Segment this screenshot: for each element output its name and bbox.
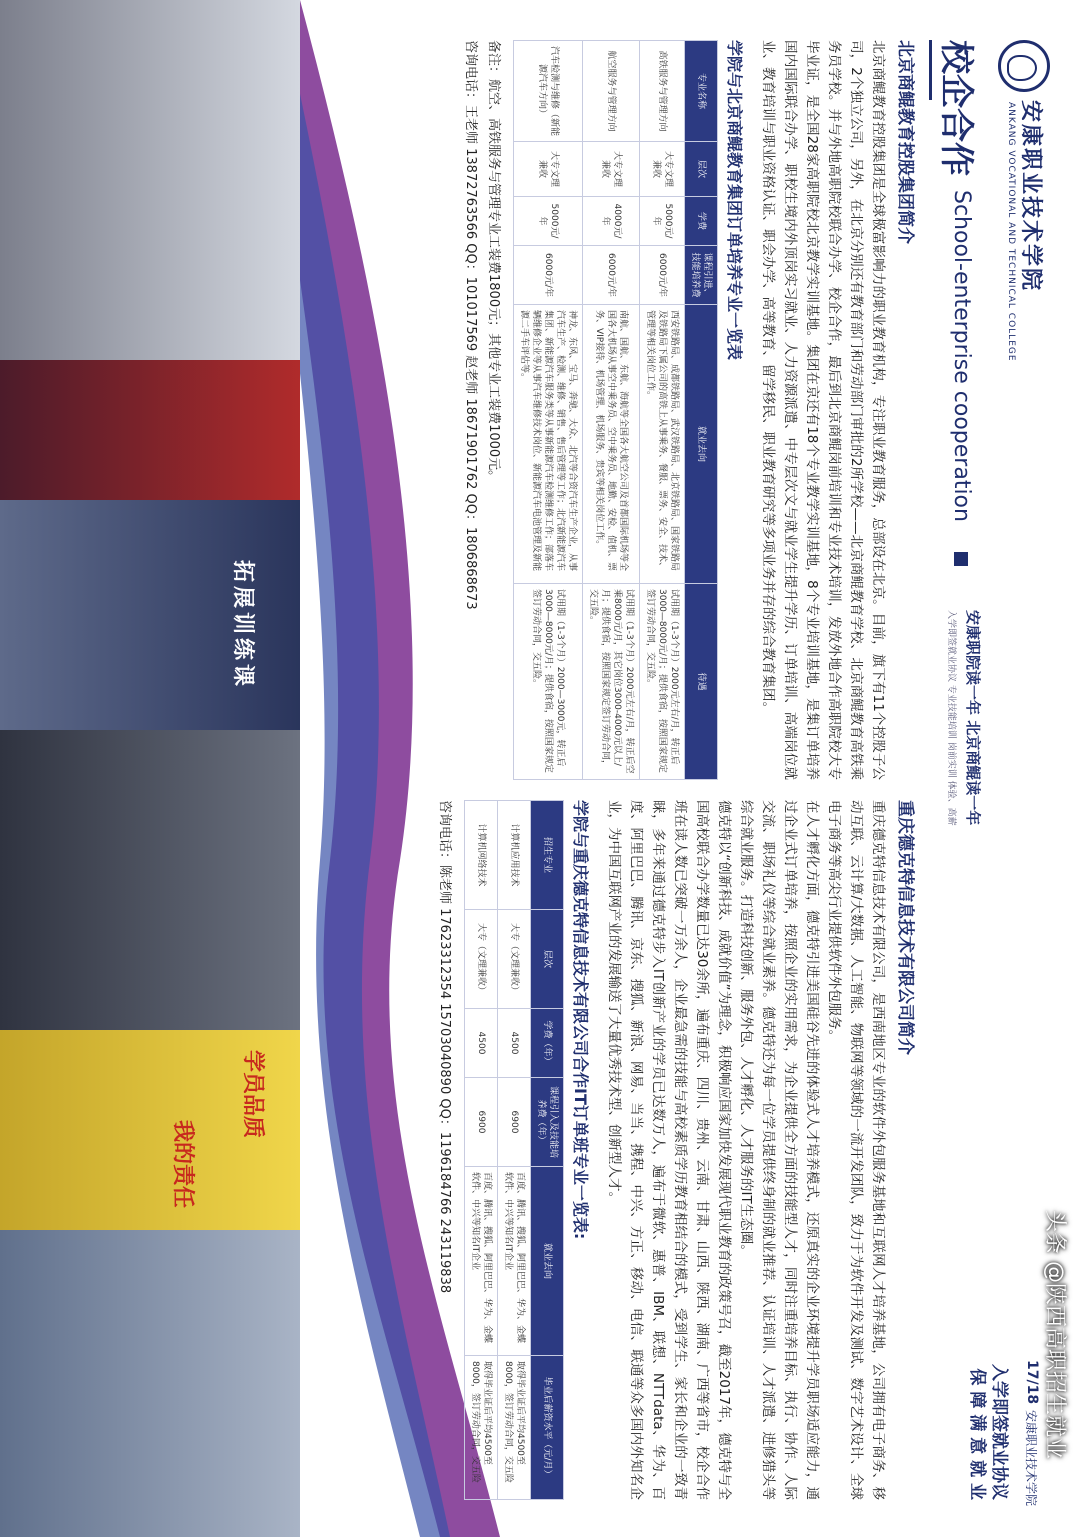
cell-pay: 取得毕业证后平均4500至8000，签订劳动合同，交五险 (465, 1356, 498, 1500)
col-header: 课程引入及技能培养费（年） (531, 1078, 564, 1167)
cell-job: 百度、腾讯、搜狐、阿里巴巴、华为、金蝶软件、中兴等知名IT企业 (498, 1167, 531, 1356)
cell-tuition: 4500 (465, 1009, 498, 1078)
title-underline (929, 40, 932, 100)
col-header: 学费 (685, 197, 718, 246)
cell-level: 大专文理兼收 (514, 142, 583, 197)
cell-level: 大专（文理兼收） (465, 910, 498, 1009)
cell-pay: 试用期（1-3个月）2000元左右/月，转正后3000—8000元/月；提供食宿，按照国家规定签订劳动合同，交五险。 (640, 584, 685, 780)
cell-major: 计算机网络技术 (465, 801, 498, 910)
mini-school-logo: 安康职业技术学院 (1024, 1410, 1038, 1507)
photo-classroom (0, 730, 300, 1030)
sub-note (946, 610, 984, 970)
section-chongqing-paragraph-2: 在人才孵化方面，德克特引进美国硅谷先进的体验式人才培养模式，还原真实的企业环境提升学员职场适应能力，通过企业式订单培养，按照企业的实用需求，为企业提供全方面的技能型人才，同时注重培养目标、执行、协作、人际交流、职场礼仪等综合就业素养。德克特还为每一位学员提供终身制的就业推荐、认证培训、人才派遣、进修猎头等综合就业服务。打造科技创新、服务外包、人才孵化、人才服务的IT生态圈。 (738, 800, 820, 1500)
beijing-contact: 咨询电话：王老师 13872763566 QQ：101017569 赵老师 18671901762 QQ：1806868673 (463, 40, 478, 610)
cell-tuition: 5000元/年 (640, 197, 685, 246)
sub-caption: 入学即签就业协议 专业技能培训 岗前实训 体验、高薪 (946, 610, 956, 826)
col-header: 待遇 (685, 584, 718, 780)
school-seal-icon (998, 40, 1050, 92)
photo-train-crew (0, 0, 300, 360)
photo-strip (0, 0, 300, 1537)
table-row (465, 801, 498, 1500)
cell-job: 神龙、东风、宝马、奔驰、大众、北汽等合资汽车生产企业，从事汽车生产、检测、维修、销售、售后管理等工作；北汽新能源汽车集团、新能源汽车服务类等从事新能源汽车检测维修工作；部落车辆维修企业等从事汽车维修技术岗位、新能源汽车电池管理及新能源二手车评估等。 (514, 305, 583, 584)
slogan-line-2: 保 障 满 意 就 业 (967, 1368, 987, 1500)
col-header: 层次 (685, 142, 718, 197)
beijing-note: 备注：航空、高铁服务与管理专业工装费1800元；其他专业工装费1000元。 (486, 40, 501, 484)
table-row (640, 41, 685, 780)
photo-ceremony (0, 1030, 300, 1230)
cell-fee: 6000元/年 (640, 246, 685, 305)
section-chongqing-paragraph-1: 重庆德克特信息技术有限公司，是西南地区专业的软件外包服务基地和互联网人才培养基地，公司拥有电子商务、移动互联、云计算/大数据、人工智能、物联网等领域的一流开发团队，致力于为软件开发及测试、数字艺术设计、全球电子商务等高尖行业提供软件外包服务。 (826, 800, 886, 1500)
slogan (966, 1300, 1010, 1500)
cell-job: 西安铁路局、成都铁路局、武汉铁路局、北京铁路局、国家铁路局及铁路局下属公司的高铁上从事乘务、餐服、票务、安全、技术、管理等相关岗位工作。 (640, 305, 685, 584)
col-header: 学费（年） (531, 1009, 564, 1078)
section-beijing (463, 40, 920, 780)
col-header: 就业去向 (685, 305, 718, 584)
chongqing-table (464, 800, 564, 1500)
cell-level: 大专（文理兼收） (498, 910, 531, 1009)
cell-tuition: 5000元/年 (514, 197, 583, 246)
cell-major: 汽车检测与维修（新能源汽车方向） (514, 41, 583, 142)
photo-expand-training (0, 500, 300, 730)
cell-job: 百度、腾讯、搜狐、阿里巴巴、华为、金蝶软件、中兴等知名IT企业 (465, 1167, 498, 1356)
col-header: 专业名称 (685, 41, 718, 142)
cell-pay: 试用期（1-3个月）2000元左右/月，转正后空乘8000元/月，其它岗位3000-4000元以上/月；提供食宿，按照国家规定签订劳动合同，交五险。 (583, 584, 640, 780)
cell-tuition: 4500 (498, 1009, 531, 1078)
cell-pay: 试用期（1-3个月）2000—3000元，转正后3000—8000元/月；提供食宿，按照国家规定签订劳动合同，交五险。 (514, 584, 583, 780)
photo-flight-attendant (0, 360, 300, 500)
section-chongqing-paragraph-3: 德克特以“创新科技、成就价值”为理念，积极响应国家加快发展现代职业教育的政策号召，截至2017年，德克特与全国高校联合办学数量已达30余所，遍布重庆、四川、贵州、云南、甘肃、山西、陕西、湖南、广西等省市，校企合作班在读人数已突破一万余人，企业最急需的技能与高校素质学历教育相结合的模式，受到学生、家长和企业的一致青睐，多年来通过德克特步入IT创新产业的学员已达数万人，遍布于微软、惠普、IBM、联想、NTTdata、华为、百度、阿里巴巴、腾讯、京东、搜狐、新浪、网易、当当、携程、中兴、方正、移动、电信、联通等众多国内外知名企业，为中国互联网产业的发展输送了大量优秀技术型、创新型人才。 (606, 800, 732, 1500)
cell-level: 大专文理兼收 (583, 142, 640, 197)
cell-fee: 6000元/年 (583, 246, 640, 305)
chongqing-table-title: 学院与重庆德克特信息技术有限公司合作IT订单班专业一览表: (571, 800, 590, 1240)
col-header: 招生专业 (531, 801, 564, 910)
col-header: 课程引进、技能培养费 (685, 246, 718, 305)
cell-tuition: 4000元/年 (583, 197, 640, 246)
banner-expand-training: 拓展训练课 (230, 560, 255, 691)
watermark: 头条 @陕西高职招生就业 (1042, 1210, 1067, 1459)
beijing-table-title: 学院与北京商鲲教育集团订单培养专业一览表 (725, 40, 744, 361)
table-row (514, 41, 583, 780)
cell-fee: 6900 (498, 1078, 531, 1167)
page-title-cn: 校企合作 (936, 40, 976, 176)
cell-pay: 取得毕业证后平均4500至8000，签订劳动合同，交五险 (498, 1356, 531, 1500)
page-title-en: School-enterprise cooperation (949, 190, 974, 522)
cell-fee: 6000元/年 (514, 246, 583, 305)
school-name-cn: 安康职业技术学院 (1018, 100, 1044, 293)
col-header: 层次 (531, 910, 564, 1009)
table-row (583, 41, 640, 780)
cell-job: 南航、国航、东航、海航等全国各大航空公司及首都国际机场等全国各大机场从事空中乘务员、空中乘务员、地勤、安检、值机、票务、VIP接待、机场管理、机场服务、贵宾等相关岗位工作。 (583, 305, 640, 584)
banner-study-2: 我的责任 (170, 1120, 195, 1209)
cell-major: 高铁服务与管理方向 (640, 41, 685, 142)
cell-major: 航空服务与管理方向 (583, 41, 640, 142)
sub-title: 安康职院读一年 北京商鲲读一年 (964, 610, 982, 826)
slogan-line-1: 入学即签就业协议 (989, 1364, 1009, 1500)
school-logo (990, 40, 1050, 420)
beijing-table (513, 40, 718, 780)
photo-lecture-hall (0, 1230, 300, 1537)
school-name-en: ANKANG VOCATIONAL AND TECHNICAL COLLEGE (1006, 102, 1016, 362)
section-beijing-paragraph: 北京商鲲教育控股集团是全球极富影响力的职业教育机构，专注职业教育服务，总部设在北京。目前，旗下有11个控股子公司，2个独立公司，另外，在北京分别还有教育部门和劳动部门审批的2所学校——北京商鲲教育学校、北京商鲲教育高铁乘务员学校。并与外地高职院校联合办学、校企合作，最后到北京商鲲岗前培训和专业技术培训，发放外地合作高职院校大专毕业证，是全国28家高职院校北京教学实训基地。集团在京还有18个专业教学实训基地，8个专业培训基地，是集订单培养国内国际联合办学、职校生境内外顶岗实习就业、人力资源派遣、中专层次文与就业学生提升学历、订单培训、高端岗位就业、教育培训与职业资格认证、职会办学、高等教育、留学移民、职业教育研究等多项业务并存的综合教育集团。 (760, 40, 886, 780)
col-header: 毕业后薪资水平（元/月） (531, 1356, 564, 1500)
section-chongqing (437, 800, 920, 1500)
cell-fee: 6900 (465, 1078, 498, 1167)
section-beijing-heading: 北京商鲲教育控股集团简介 (895, 40, 915, 244)
page-number: 17/18 (1024, 1360, 1040, 1405)
cell-major: 计算机应用技术 (498, 801, 531, 910)
chongqing-contact: 咨询电话：陈老师 17623312354 15703040890 QQ：1196184766 243119838 (437, 800, 452, 1294)
table-row (498, 801, 531, 1500)
cell-level: 大专文理兼收 (640, 142, 685, 197)
title-square-icon (954, 552, 968, 566)
section-chongqing-heading: 重庆德克特信息技术有限公司简介 (895, 800, 915, 1055)
banner-study-1: 学员品质 (240, 1050, 265, 1139)
col-header: 就业去向 (531, 1167, 564, 1356)
